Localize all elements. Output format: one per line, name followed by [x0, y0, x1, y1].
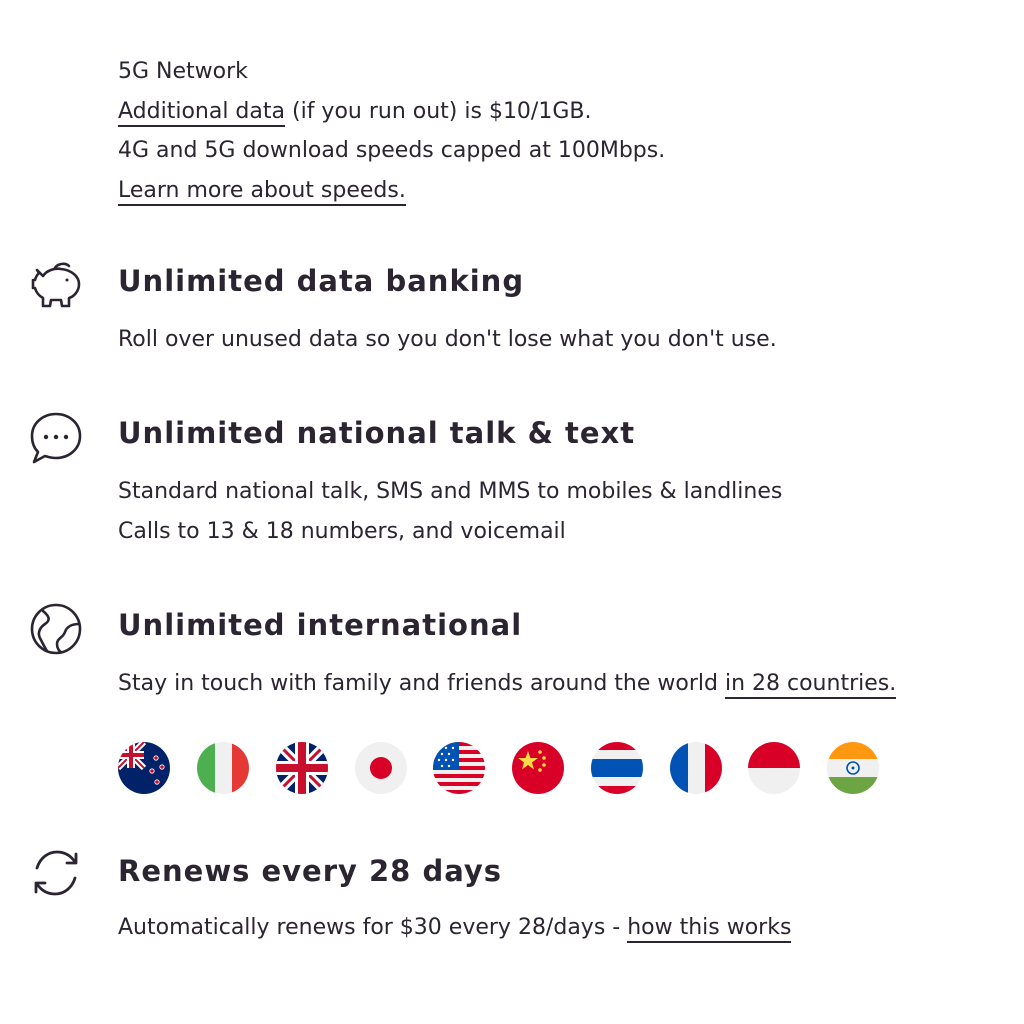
new-zealand-flag-icon	[118, 742, 170, 794]
talk-text-title: Unlimited national talk & text	[118, 416, 636, 450]
talk-text-desc-line2: Calls to 13 & 18 numbers, and voicemail	[118, 518, 566, 544]
how-this-works-link[interactable]: how this works	[627, 915, 791, 943]
thailand-flag-icon	[591, 742, 643, 794]
india-flag-icon	[827, 742, 879, 794]
talk-text-desc-line1: Standard national talk, SMS and MMS to mobiles & landlines	[118, 479, 783, 504]
globe-icon	[29, 602, 83, 656]
plan-details	[118, 52, 665, 210]
countries-link[interactable]: in 28 countries.	[725, 671, 896, 699]
refresh-icon	[29, 846, 83, 900]
renews-desc	[118, 908, 791, 948]
chat-bubble-icon	[29, 410, 83, 464]
international-desc	[118, 664, 896, 704]
additional-data-text: (if you run out) is $10/1GB.	[285, 98, 592, 124]
japan-flag-icon	[355, 742, 407, 794]
united-kingdom-flag-icon	[276, 742, 328, 794]
usa-flag-icon	[433, 742, 485, 794]
renews-desc-text: Automatically renews for $30 every 28/days -	[118, 915, 628, 940]
additional-data-link[interactable]: Additional data	[118, 99, 285, 127]
china-flag-icon	[512, 742, 564, 794]
data-banking-title: Unlimited data banking	[118, 264, 525, 298]
data-banking-desc: Roll over unused data so you don't lose what you don't use.	[118, 327, 777, 352]
international-desc-text: Stay in touch with family and friends around the world	[118, 671, 725, 696]
speeds-line	[118, 171, 665, 211]
italy-flag-icon	[197, 742, 249, 794]
speed-cap-text: 4G and 5G download speeds capped at 100Mbps.	[118, 138, 666, 163]
renews-title: Renews every 28 days	[118, 854, 503, 888]
international-title: Unlimited international	[118, 608, 523, 642]
additional-data-line	[118, 92, 665, 132]
learn-more-speeds-link[interactable]: Learn more about speeds.	[118, 178, 406, 206]
france-flag-icon	[670, 742, 722, 794]
piggy-bank-icon	[29, 256, 83, 310]
talk-text-desc	[118, 472, 782, 551]
indonesia-flag-icon	[748, 742, 800, 794]
network-label: 5G Network	[118, 59, 248, 84]
